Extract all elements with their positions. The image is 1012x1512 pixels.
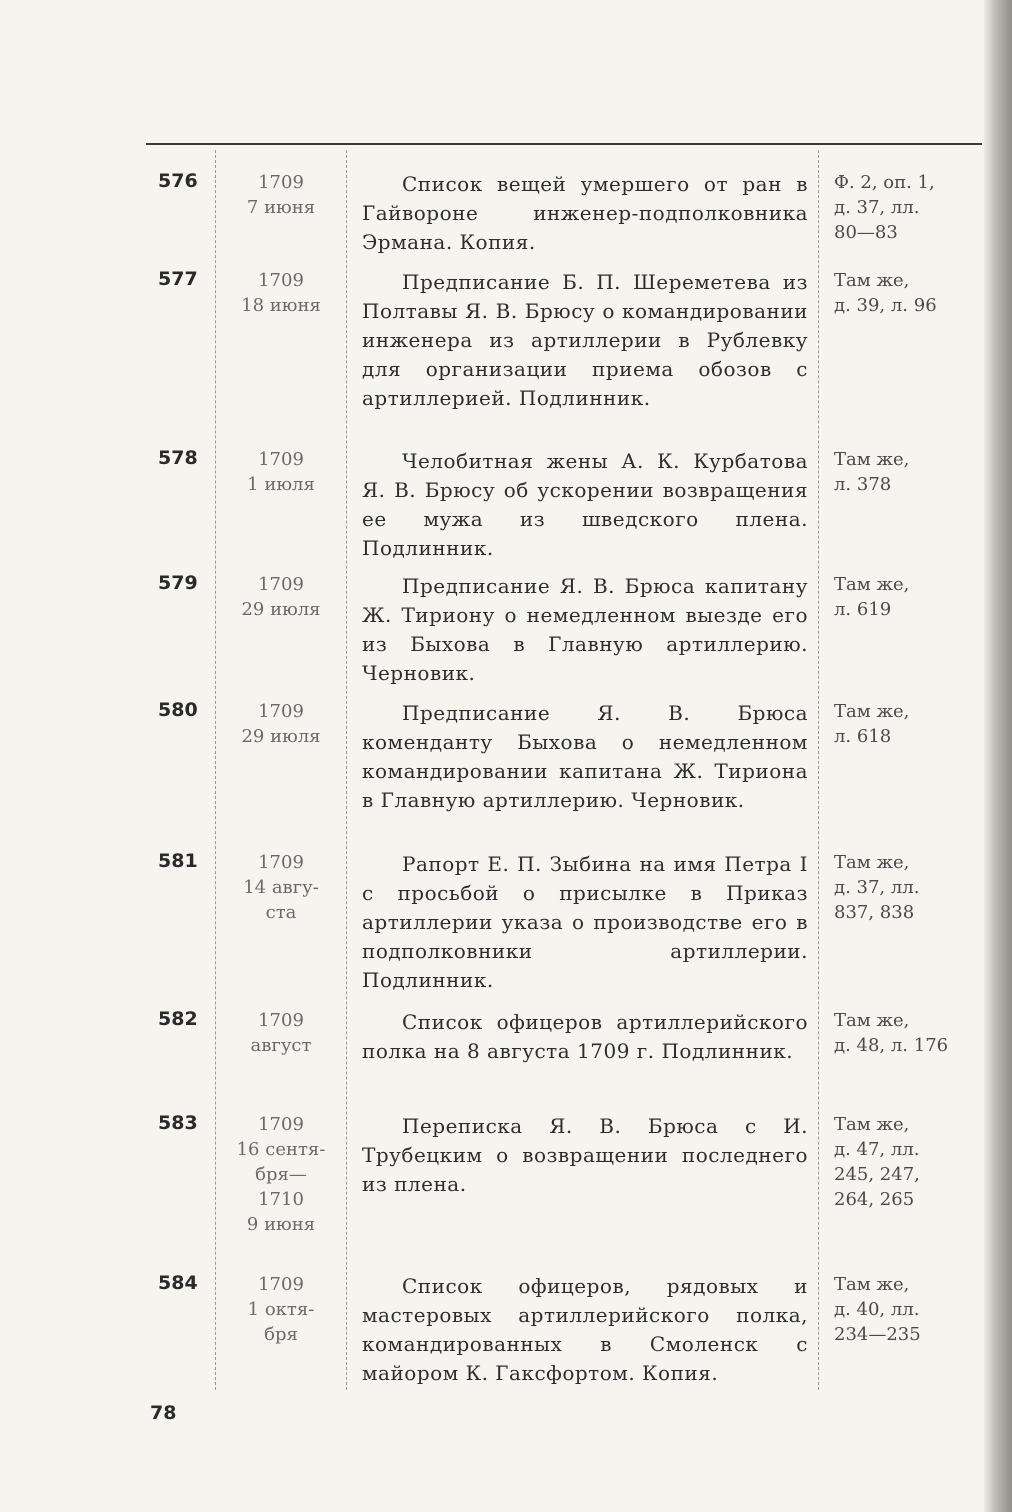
header-rule	[146, 143, 982, 145]
entry-date: 1709 14 авгу- ста	[243, 852, 319, 923]
entry-number: 582	[158, 1008, 198, 1030]
entry-date: 1709 29 июля	[241, 701, 321, 747]
entry-archive-reference: Там же, д. 47, лл. 245, 247, 264, 265	[834, 1114, 920, 1210]
entry-date: 1709 29 июля	[241, 574, 321, 620]
entry-archive-reference: Там же, л. 378	[834, 449, 910, 495]
entry-description: Предписание Я. В. Брюса коменданту Быхова о немедленном командировании капитана Ж. Тириона в Главную артиллерию. Черновик.	[362, 701, 808, 812]
entry-number: 578	[158, 447, 198, 469]
entry-number: 581	[158, 850, 198, 872]
column-rule-reference	[818, 150, 819, 1390]
page-number: 78	[150, 1402, 177, 1424]
entry-date: 1709 август	[250, 1010, 312, 1056]
entry-number: 580	[158, 699, 198, 721]
entry-date: 1709 16 сентя- бря— 1710 9 июня	[236, 1114, 326, 1235]
entry-archive-reference: Там же, д. 48, л. 176	[834, 1010, 949, 1056]
page-edge-shadow	[984, 0, 1012, 1512]
entry-description: Список офицеров, рядовых и мастеровых артиллерийского полка, командированных в Смоленск с майором К. Гаксфортом. Копия.	[362, 1274, 808, 1385]
entry-archive-reference: Там же, д. 39, л. 96	[834, 270, 937, 316]
entry-archive-reference: Там же, л. 618	[834, 701, 910, 747]
entry-description: Предписание Я. В. Брюса капитану Ж. Тириону о немедленном выезде его из Быхова в Главную артиллерию. Черновик.	[362, 574, 808, 685]
entry-archive-reference: Там же, д. 37, лл. 837, 838	[834, 852, 920, 923]
entry-description: Челобитная жены А. К. Курбатова Я. В. Брюсу об ускорении возвращения ее мужа из шведского плена. Подлинник.	[362, 449, 808, 560]
column-rule-date	[346, 150, 347, 1390]
entry-number: 576	[158, 170, 198, 192]
entry-archive-reference: Там же, л. 619	[834, 574, 910, 620]
entry-number: 584	[158, 1272, 198, 1294]
entry-date: 1709 7 июня	[246, 172, 316, 218]
column-rule-number	[215, 150, 216, 1390]
entry-number: 579	[158, 572, 198, 594]
entry-archive-reference: Там же, д. 40, лл. 234—235	[834, 1274, 921, 1345]
entry-date: 1709 18 июня	[241, 270, 321, 316]
entry-description: Список офицеров артиллерийского полка на 8 августа 1709 г. Подлинник.	[362, 1010, 808, 1063]
entry-date: 1709 1 июля	[247, 449, 315, 495]
entry-description: Список вещей умершего от ран в Гайвороне инженер-подполковника Эрмана. Копия.	[362, 172, 808, 254]
entry-number: 583	[158, 1112, 198, 1134]
entry-description: Переписка Я. В. Брюса с И. Трубецким о возвращении последнего из плена.	[362, 1114, 808, 1196]
entry-description: Предписание Б. П. Шереметева из Полтавы Я. В. Брюсу о командировании инженера из артиллерии в Рублевку для организации приема обозов с артиллерией. Подлинник.	[362, 270, 808, 410]
entry-archive-reference: Ф. 2, оп. 1, д. 37, лл. 80—83	[834, 172, 935, 243]
entry-description: Рапорт Е. П. Зыбина на имя Петра I с просьбой о присылке в Приказ артиллерии указа о производстве его в подполковники артиллерии. Подлинник.	[362, 852, 808, 992]
entry-date: 1709 1 октя- бря	[247, 1274, 315, 1345]
entry-number: 577	[158, 268, 198, 290]
